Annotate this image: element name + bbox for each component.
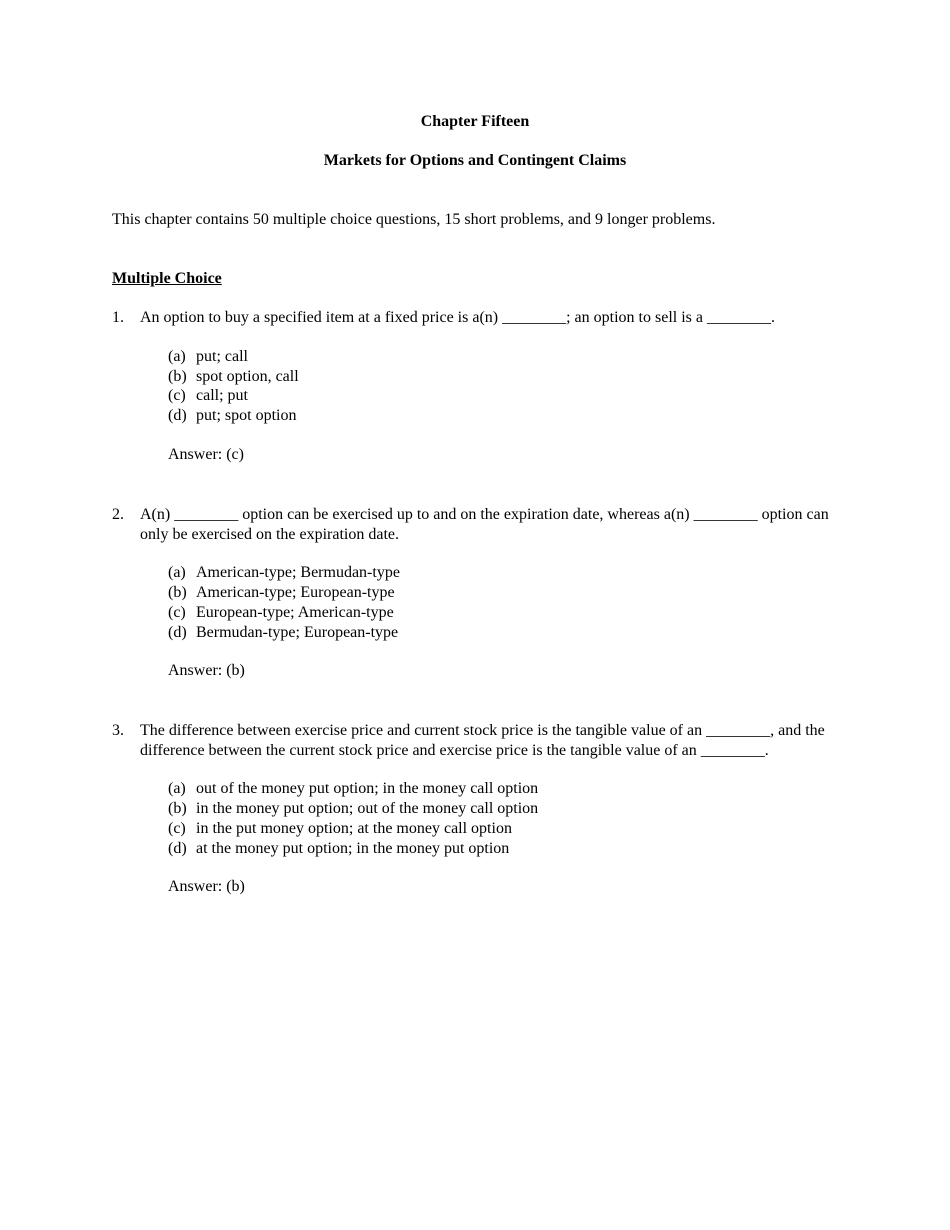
question-1: [112, 308, 832, 465]
choice-letter: (b): [168, 800, 187, 818]
question-number: 1.: [112, 309, 124, 326]
choice-c: [168, 603, 832, 623]
choice-text: Bermudan-type; European-type: [196, 623, 399, 641]
question-number: 2.: [112, 506, 124, 523]
section-heading: Multiple Choice: [112, 270, 222, 287]
answer-line: Answer: (b): [168, 662, 245, 680]
choice-a: [168, 779, 832, 799]
choice-a: [168, 347, 832, 367]
choice-text: in the put money option; at the money call option: [196, 819, 512, 837]
question-3: [112, 721, 832, 897]
choice-b: [168, 367, 832, 387]
choice-letter: (d): [168, 839, 187, 857]
choice-text: out of the money put option; in the money call option: [196, 780, 539, 798]
question-stem: [112, 505, 832, 544]
choice-d: [168, 406, 832, 426]
chapter-subtitle: Markets for Options and Contingent Claims: [323, 152, 627, 169]
choice-list: [168, 779, 832, 858]
choice-d: [168, 623, 832, 643]
question-2: [112, 505, 832, 681]
question-text: An option to buy a specified item at a fixed price is a(n) ________; an option to sell is a ________.: [140, 309, 775, 326]
choice-c: [168, 819, 832, 839]
choice-letter: (a): [168, 348, 186, 365]
choice-letter: (b): [168, 584, 187, 602]
choice-letter: (c): [168, 819, 186, 837]
choice-letter: (a): [168, 780, 186, 798]
choice-letter: (d): [168, 623, 187, 641]
choice-text: in the money put option; out of the money call option: [196, 800, 539, 818]
choice-letter: (d): [168, 407, 187, 425]
choice-text: European-type; American-type: [196, 603, 394, 621]
choice-b: [168, 583, 832, 603]
choice-text: American-type; Bermudan-type: [196, 564, 400, 582]
question-text: A(n) ________ option can be exercised up to and on the expiration date, whereas a(n) ________ option can only be exercised on the expiration date.: [140, 506, 829, 543]
choice-letter: (b): [168, 367, 187, 385]
chapter-title: Chapter Fifteen: [420, 113, 530, 130]
choice-d: [168, 839, 832, 859]
choice-text: at the money put option; in the money put option: [196, 839, 510, 857]
question-number: 3.: [112, 722, 124, 739]
choice-text: put; spot option: [196, 407, 297, 425]
choice-letter: (c): [168, 603, 186, 621]
choice-text: American-type; European-type: [196, 584, 395, 602]
choice-a: [168, 563, 832, 583]
choice-letter: (a): [168, 564, 186, 582]
choice-c: [168, 386, 832, 406]
choice-text: spot option, call: [196, 367, 299, 385]
question-text: The difference between exercise price and current stock price is the tangible value of an ________, and the difference between the current stock price and exercise price is the tangible value of an ________.: [140, 722, 825, 759]
answer-line: Answer: (c): [168, 445, 244, 463]
choice-text: put; call: [196, 348, 248, 365]
choice-letter: (c): [168, 387, 186, 405]
intro-paragraph: This chapter contains 50 multiple choice questions, 15 short problems, and 9 longer problems.: [112, 211, 716, 228]
choice-text: call; put: [196, 387, 248, 405]
choice-list: [168, 347, 832, 426]
choice-b: [168, 799, 832, 819]
question-stem: [112, 721, 832, 760]
answer-line: Answer: (b): [168, 878, 245, 896]
choice-list: [168, 563, 832, 642]
question-stem: [112, 308, 832, 328]
